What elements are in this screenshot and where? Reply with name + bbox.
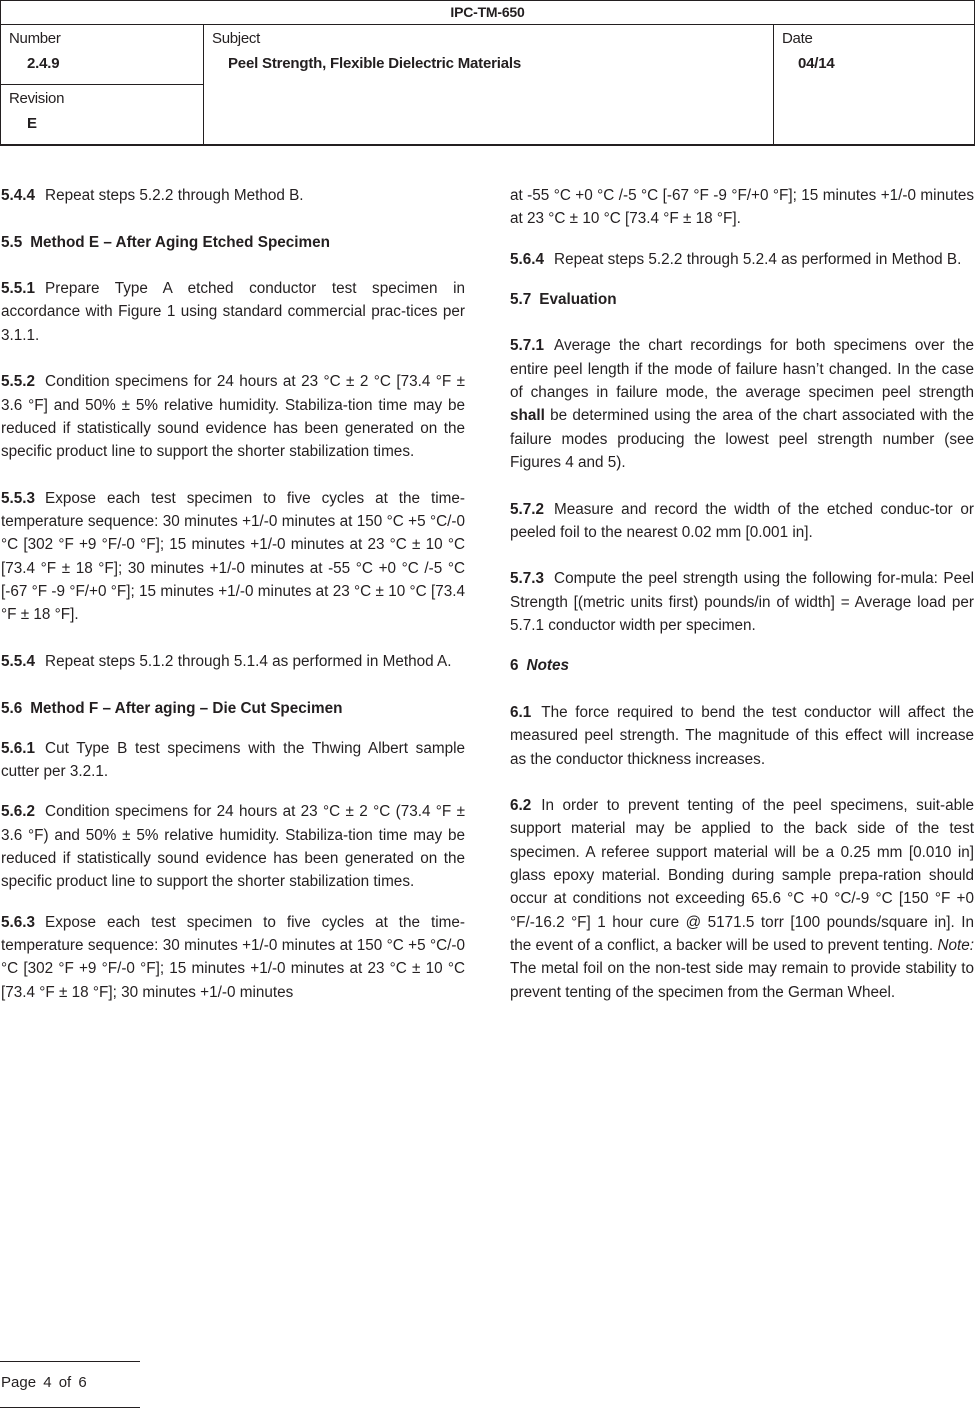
section-title: Method E – After Aging Etched Specimen xyxy=(30,233,331,251)
clause-text: In order to prevent tenting of the peel specimens, suit-able support material may be applied to the back side of the test specimen. A referee support material will be a 0.25 mm [0.010 in] glass epoxy material. Bonding during sample prepa-ration should occur at conditions not exceeding 65.6 °C +0 °C/-9 °C [150 °F +0 °F/-16.2 °F] 1 hour cure @ 5171.5 torr [100 pounds/square in]. In the event of a conflict, a backer will be used to prevent tenting. xyxy=(510,797,974,954)
number-label: Number xyxy=(9,30,61,47)
clause-text-continued: The metal foil on the non-test side may remain to provide stability to prevent tenting of the specimen from the German Wheel. xyxy=(510,960,974,1001)
document-header-table xyxy=(0,0,975,146)
section-title: Evaluation xyxy=(539,290,617,308)
date-cell xyxy=(774,25,974,144)
paragraph-5-7-1 xyxy=(510,334,974,474)
number-cell xyxy=(1,25,204,85)
paragraph-6-1 xyxy=(510,701,974,771)
clause-number: 6.2 xyxy=(510,797,532,815)
clause-text: Condition specimens for 24 hours at 23 °C ± 2 °C [73.4 °F ± 3.6 °F] and 50% ± 5% relative humidity. Stabiliza-tion time may be reduced if statistically sound evidence has been generated on the specific product line to support the shorter stabilization times. xyxy=(1,373,465,461)
clause-text-continued: be determined using the area of the chart associated with the failure modes producing the lowest peel strength number (see Figures 4 and 5). xyxy=(510,407,975,471)
paragraph-5-5-1 xyxy=(1,277,465,347)
paragraph-6-2 xyxy=(510,794,974,1004)
paragraph-5-5-4 xyxy=(1,650,465,673)
clause-number: 5.6.4 xyxy=(510,250,545,268)
clause-text: Repeat steps 5.2.2 through Method B. xyxy=(45,187,304,204)
revision-value: E xyxy=(27,115,37,132)
clause-number: 6.1 xyxy=(510,703,532,721)
right-column xyxy=(510,184,974,1027)
section-heading-5-6 xyxy=(1,697,465,720)
shall-keyword: shall xyxy=(510,407,545,425)
clause-number: 5.6.2 xyxy=(1,803,36,821)
paragraph-5-5-2 xyxy=(1,370,465,463)
clause-text: Prepare Type A etched conductor test specimen in accordance with Figure 1 using standard commercial prac-tices per 3.1.1. xyxy=(1,280,465,344)
paragraph-5-5-3 xyxy=(1,487,465,627)
paragraph-5-6-3 xyxy=(1,911,465,1004)
date-value: 04/14 xyxy=(798,55,835,72)
section-number: 5.7 xyxy=(510,290,532,308)
clause-text: Average the chart recordings for both specimens over the entire peel length if the mode of failure hasn’t changed. In the case of changes in failure mode, the average specimen peel strength xyxy=(510,337,974,402)
clause-text: Condition specimens for 24 hours at 23 °C ± 2 °C (73.4 °F ± 3.6 °F) and 50% ± 5% relative humidity. Stabiliza-tion time may be reduced if statistically sound evidence has been generated on the specific product line to support the shorter stabilization times. xyxy=(1,803,465,891)
clause-number: 5.7.2 xyxy=(510,500,545,518)
revision-label: Revision xyxy=(9,90,65,107)
section-number: 5.5 xyxy=(1,233,23,251)
section-title: Notes xyxy=(526,657,570,675)
clause-number: 5.6.1 xyxy=(1,739,36,757)
section-heading-5-5 xyxy=(1,231,465,254)
clause-number: 5.5.4 xyxy=(1,652,36,670)
subject-cell xyxy=(204,25,774,144)
clause-text: The force required to bend the test conductor will affect the measured peel strength. The magnitude of this effect will increase as the conductor thickness increases. xyxy=(510,703,974,768)
footer-rule-top xyxy=(0,1361,140,1362)
section-heading-5-7 xyxy=(510,288,974,311)
clause-text: Repeat steps 5.1.2 through 5.1.4 as performed in Method A. xyxy=(45,652,452,670)
clause-text: Expose each test specimen to five cycles at the time-temperature sequence: 30 minutes +1/-0 minutes at 150 °C +5 °C/-0 °C [302 °F +9 °F/-0 °F]; 15 minutes +1/-0 minutes at 23 °C ± 10 °C [73.4 °F ± 18 °F]; 30 minutes +1/-0 minutes at -55 °C +0 °C /-5 °C [-67 °F -9 °F/+0 °F]; 15 minutes +1/-0 minutes at 23 °C ± 10 °C [73.4 °F ± 18 °F]. xyxy=(1,489,465,624)
page-number: Page 4 of 6 xyxy=(1,1374,87,1391)
subject-label: Subject xyxy=(212,30,260,47)
clause-number: 5.5.3 xyxy=(1,489,36,507)
note-label: Note: xyxy=(937,936,974,954)
number-value: 2.4.9 xyxy=(27,55,60,72)
paragraph-5-7-3 xyxy=(510,567,974,637)
clause-number: 5.5.2 xyxy=(1,373,36,391)
revision-cell xyxy=(1,85,204,144)
section-heading-6 xyxy=(510,654,974,677)
clause-text: Compute the peel strength using the following for-mula: Peel Strength [(metric units first) pounds/in of width] = Average load per 5.7.1 conductor width per specimen. xyxy=(510,570,974,635)
clause-number: 5.6.3 xyxy=(1,913,36,931)
paragraph-5-6-2 xyxy=(1,800,465,893)
paragraph-5-6-3-continued xyxy=(510,184,974,231)
clause-text: Measure and record the width of the etched conduc-tor or peeled foil to the nearest 0.02 mm [0.001 in]. xyxy=(510,500,974,541)
document-series-title: IPC-TM-650 xyxy=(1,1,974,25)
section-title: Method F – After aging – Die Cut Specimen xyxy=(30,699,343,717)
paragraph-5-6-4 xyxy=(510,248,974,271)
paragraph-5-4-4 xyxy=(1,184,465,207)
clause-text: at -55 °C +0 °C /-5 °C [-67 °F -9 °F/+0 °F]; 15 minutes +1/-0 minutes at 23 °C ± 10 °C [73.4 °F ± 18 °F]. xyxy=(510,187,974,228)
clause-number: 5.5.1 xyxy=(1,280,36,298)
paragraph-5-7-2 xyxy=(510,498,974,545)
left-column xyxy=(1,184,465,1027)
clause-text: Expose each test specimen to five cycles at the time-temperature sequence: 30 minutes +1/-0 minutes at 150 °C +5 °C/-0 °C [302 °F +9 °F/-0 °F]; 15 minutes +1/-0 minutes at 23 °C ± 10 °C [73.4 °F ± 18 °F]; 30 minutes +1/-0 minutes xyxy=(1,913,465,1001)
subject-value: Peel Strength, Flexible Dielectric Materials xyxy=(228,55,521,72)
section-number: 5.6 xyxy=(1,699,23,717)
clause-number: 5.7.3 xyxy=(510,570,545,588)
clause-number: 5.4.4 xyxy=(1,187,36,204)
clause-text: Cut Type B test specimens with the Thwing Albert sample cutter per 3.2.1. xyxy=(1,739,465,781)
section-number: 6 xyxy=(510,657,519,675)
clause-text: Repeat steps 5.2.2 through 5.2.4 as performed in Method B. xyxy=(554,250,962,268)
clause-number: 5.7.1 xyxy=(510,337,545,355)
paragraph-5-6-1 xyxy=(1,737,465,784)
date-label: Date xyxy=(782,30,813,47)
